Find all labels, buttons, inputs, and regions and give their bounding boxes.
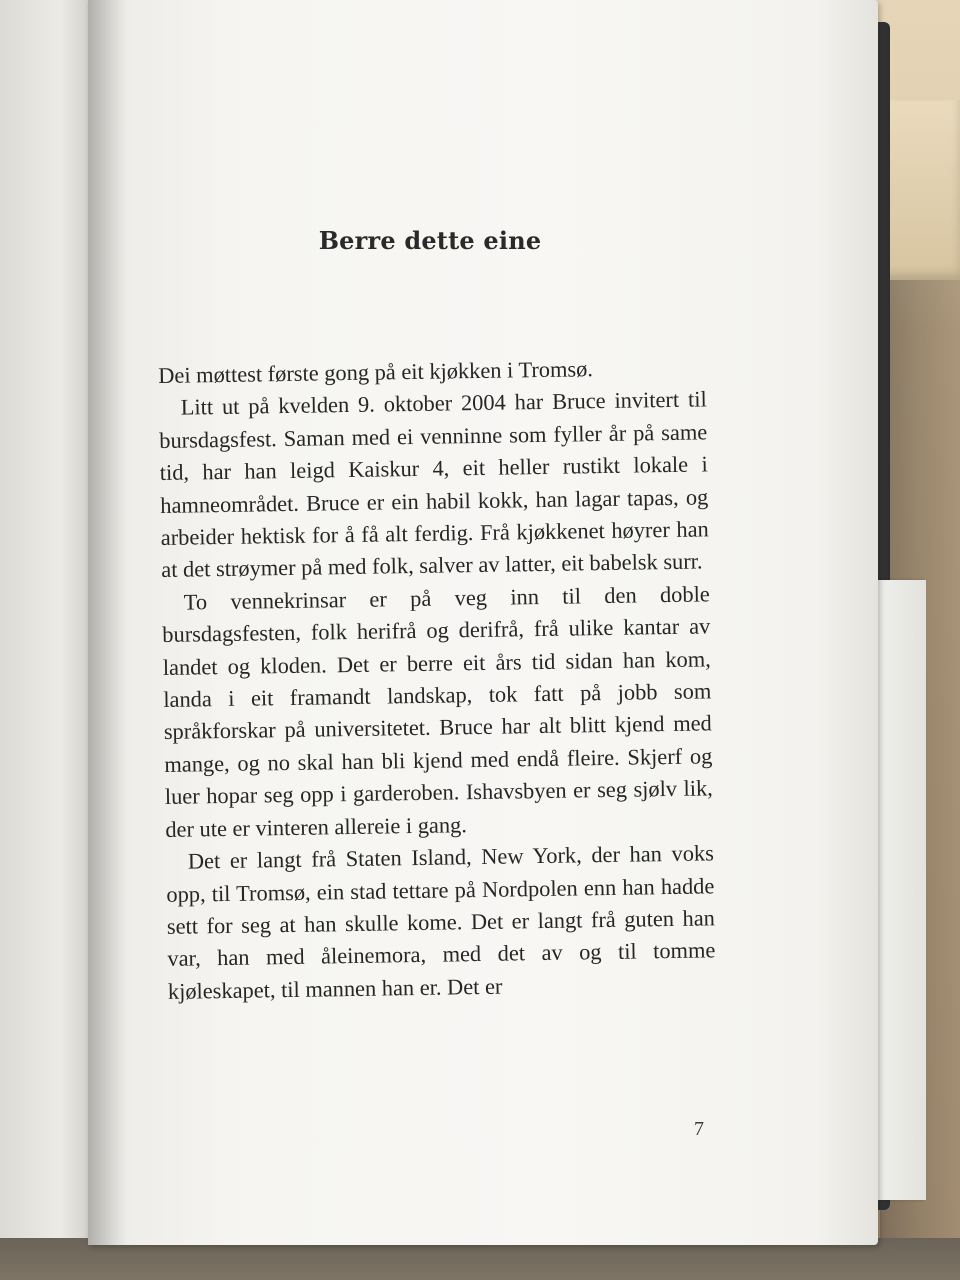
paragraph: Det er langt frå Staten Island, New York, der han voks opp, til Tromsø, ein stad tettare på Nordpolen enn han hadde sett for seg at han skulle kome. Det er langt frå guten han var, han med åleinemora, med det av og til tomme kjøleskapet, til mannen han er. Det er <box>166 840 716 1004</box>
page-number: 7 <box>694 1118 704 1140</box>
chapter-title: Berre dette eine <box>318 226 542 255</box>
shelf-board <box>880 100 960 280</box>
facing-page <box>0 0 100 1280</box>
body-text <box>158 351 716 1008</box>
page-gutter <box>88 0 128 1245</box>
paragraph: Litt ut på kvelden 9. oktober 2004 har Bruce invitert til bursdagsfest. Saman med ei venninne som fyller år på same tid, har han leigd Kaiskur 4, eit heller rustikt lokale i hamneområdet. Bruce er ein habil kokk, han lagar tapas, og arbeider hektisk for å få alt ferdig. Frå kjøkkenet høyrer han at det strøymer på med folk, salver av latter, eit babelsk surr. <box>159 386 709 583</box>
paragraph: To vennekrinsar er på veg inn til den doble bursdagsfesten, folk herifrå og derifrå, frå ulike kantar av landet og kloden. Det er berre eit års tid sidan han kom, landa i eit framandt landskap, tok fatt på jobb som språkforskar på universitetet. Bruce har alt blitt kjend med mange, og no skal han bli kjend med endå fleire. Skjerf og luer hopar seg opp i garderoben. Ishavsbyen er seg sjølv lik, der ute er vinteren allereie i gang. <box>162 581 713 842</box>
paragraph: Dei møttest første gong på eit kjøkken i Tromsø. <box>158 356 594 388</box>
